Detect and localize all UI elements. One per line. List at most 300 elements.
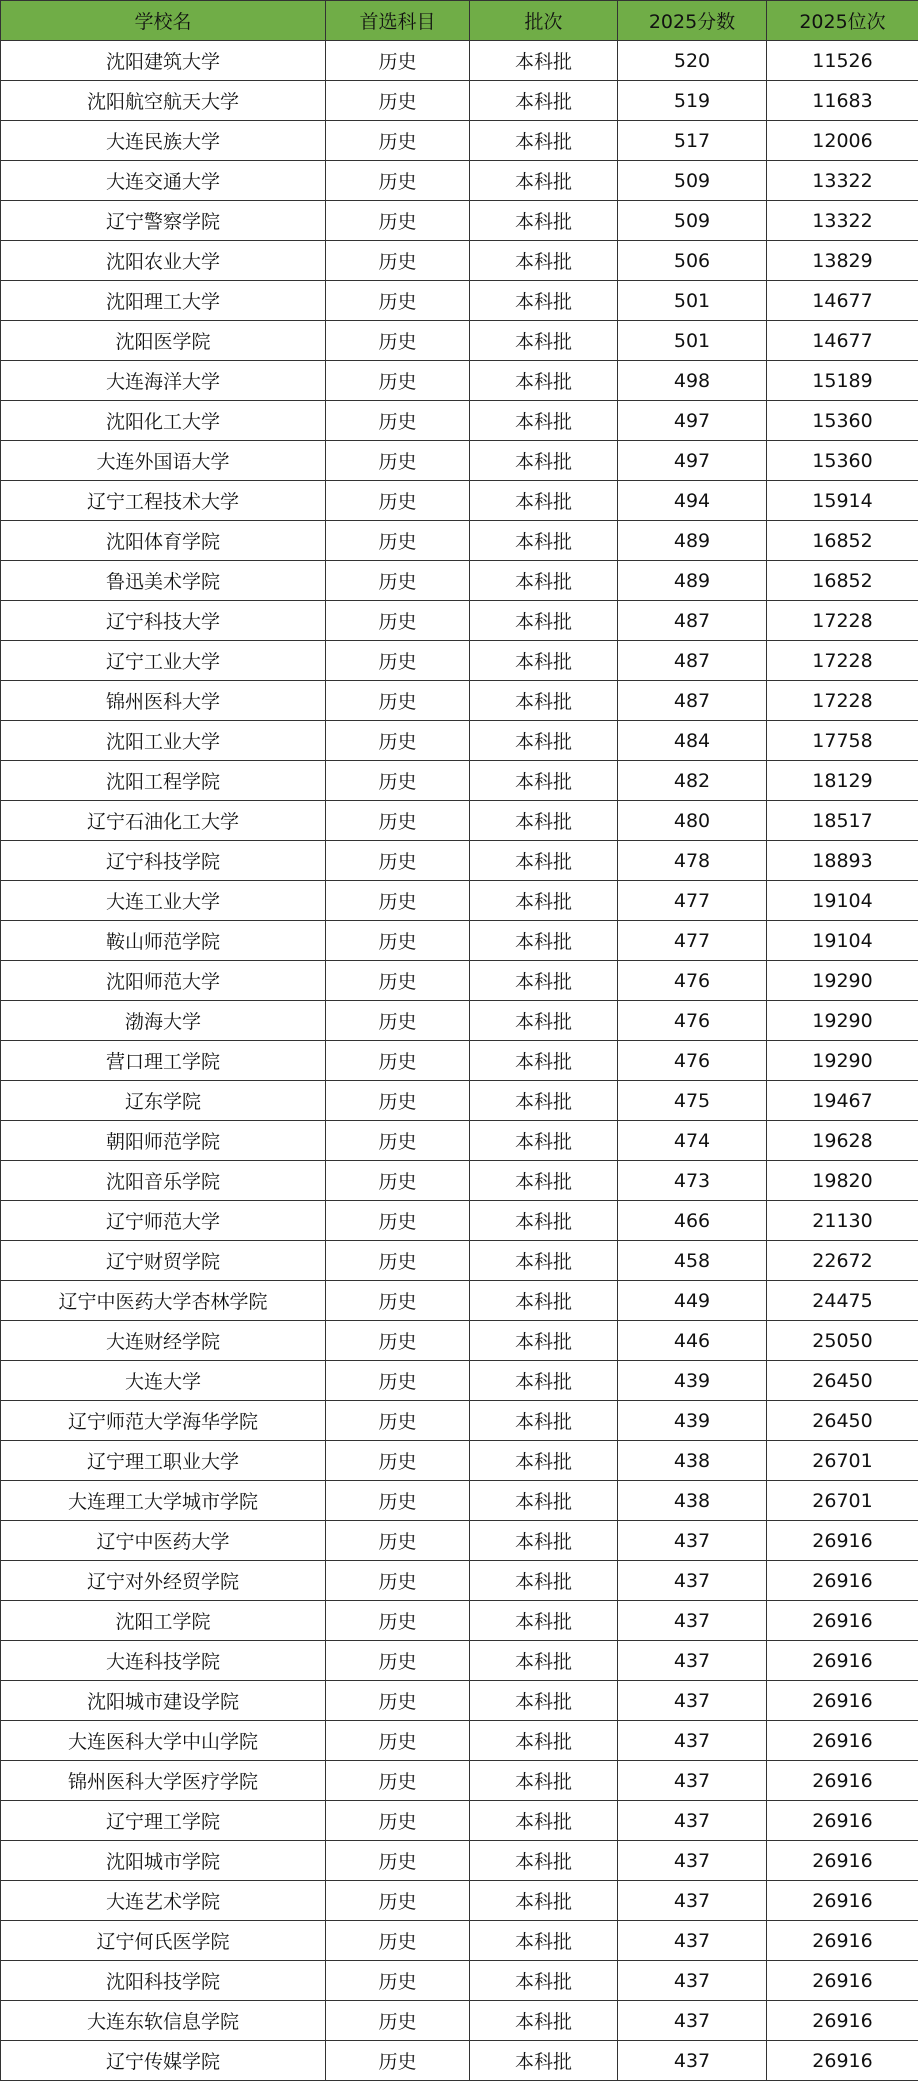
table-row bbox=[1, 761, 918, 801]
score-cell: 437 bbox=[618, 1521, 767, 1561]
table-row bbox=[1, 1681, 918, 1721]
batch-cell: 本科批 bbox=[470, 2001, 618, 2041]
rank-cell: 26916 bbox=[767, 1881, 918, 1921]
school-name-cell: 辽宁科技大学 bbox=[1, 601, 326, 641]
subject-cell: 历史 bbox=[326, 1881, 470, 1921]
table-row bbox=[1, 441, 918, 481]
table-row bbox=[1, 1041, 918, 1081]
score-cell: 437 bbox=[618, 1601, 767, 1641]
rank-cell: 13829 bbox=[767, 241, 918, 281]
batch-cell: 本科批 bbox=[470, 1161, 618, 1201]
score-cell: 506 bbox=[618, 241, 767, 281]
table-row bbox=[1, 1481, 918, 1521]
score-cell: 498 bbox=[618, 361, 767, 401]
table-row bbox=[1, 881, 918, 921]
score-cell: 497 bbox=[618, 401, 767, 441]
subject-cell: 历史 bbox=[326, 1321, 470, 1361]
table-row bbox=[1, 1121, 918, 1161]
school-name-cell: 沈阳工学院 bbox=[1, 1601, 326, 1641]
school-name-cell: 大连理工大学城市学院 bbox=[1, 1481, 326, 1521]
school-name-cell: 沈阳航空航天大学 bbox=[1, 81, 326, 121]
school-name-cell: 鞍山师范学院 bbox=[1, 921, 326, 961]
subject-cell: 历史 bbox=[326, 41, 470, 81]
table-row bbox=[1, 1321, 918, 1361]
rank-cell: 19467 bbox=[767, 1081, 918, 1121]
school-name-cell: 大连大学 bbox=[1, 1361, 326, 1401]
table-row bbox=[1, 521, 918, 561]
subject-cell: 历史 bbox=[326, 1601, 470, 1641]
score-cell: 489 bbox=[618, 561, 767, 601]
school-name-cell: 辽宁中医药大学杏林学院 bbox=[1, 1281, 326, 1321]
school-name-cell: 辽宁师范大学海华学院 bbox=[1, 1401, 326, 1441]
rank-cell: 17228 bbox=[767, 681, 918, 721]
batch-cell: 本科批 bbox=[470, 361, 618, 401]
subject-cell: 历史 bbox=[326, 361, 470, 401]
school-name-cell: 辽宁师范大学 bbox=[1, 1201, 326, 1241]
school-name-cell: 大连医科大学中山学院 bbox=[1, 1721, 326, 1761]
subject-cell: 历史 bbox=[326, 201, 470, 241]
school-name-cell: 沈阳城市学院 bbox=[1, 1841, 326, 1881]
subject-cell: 历史 bbox=[326, 1641, 470, 1681]
rank-cell: 18517 bbox=[767, 801, 918, 841]
school-name-cell: 朝阳师范学院 bbox=[1, 1121, 326, 1161]
batch-cell: 本科批 bbox=[470, 241, 618, 281]
school-name-cell: 大连民族大学 bbox=[1, 121, 326, 161]
score-cell: 489 bbox=[618, 521, 767, 561]
batch-cell: 本科批 bbox=[470, 921, 618, 961]
subject-cell: 历史 bbox=[326, 1761, 470, 1801]
subject-cell: 历史 bbox=[326, 1121, 470, 1161]
batch-cell: 本科批 bbox=[470, 1041, 618, 1081]
batch-cell: 本科批 bbox=[470, 1001, 618, 1041]
header-row bbox=[1, 1, 918, 41]
score-cell: 477 bbox=[618, 921, 767, 961]
table-row bbox=[1, 721, 918, 761]
rank-cell: 26916 bbox=[767, 1921, 918, 1961]
school-name-cell: 渤海大学 bbox=[1, 1001, 326, 1041]
school-name-cell: 沈阳音乐学院 bbox=[1, 1161, 326, 1201]
score-cell: 437 bbox=[618, 2001, 767, 2041]
score-cell: 437 bbox=[618, 1681, 767, 1721]
rank-cell: 11683 bbox=[767, 81, 918, 121]
rank-cell: 18129 bbox=[767, 761, 918, 801]
table-row bbox=[1, 1441, 918, 1481]
school-name-cell: 沈阳医学院 bbox=[1, 321, 326, 361]
score-cell: 437 bbox=[618, 1841, 767, 1881]
school-name-cell: 辽宁对外经贸学院 bbox=[1, 1561, 326, 1601]
subject-cell: 历史 bbox=[326, 881, 470, 921]
table-row bbox=[1, 161, 918, 201]
batch-cell: 本科批 bbox=[470, 521, 618, 561]
rank-cell: 18893 bbox=[767, 841, 918, 881]
score-cell: 480 bbox=[618, 801, 767, 841]
batch-cell: 本科批 bbox=[470, 281, 618, 321]
school-name-cell: 沈阳师范大学 bbox=[1, 961, 326, 1001]
rank-cell: 19104 bbox=[767, 921, 918, 961]
subject-cell: 历史 bbox=[326, 1041, 470, 1081]
subject-cell: 历史 bbox=[326, 241, 470, 281]
subject-cell: 历史 bbox=[326, 321, 470, 361]
score-cell: 446 bbox=[618, 1321, 767, 1361]
rank-cell: 15360 bbox=[767, 441, 918, 481]
batch-cell: 本科批 bbox=[470, 1081, 618, 1121]
batch-cell: 本科批 bbox=[470, 1481, 618, 1521]
subject-cell: 历史 bbox=[326, 1001, 470, 1041]
rank-cell: 15360 bbox=[767, 401, 918, 441]
column-header-rank: 2025位次 bbox=[767, 1, 918, 41]
score-cell: 509 bbox=[618, 161, 767, 201]
batch-cell: 本科批 bbox=[470, 881, 618, 921]
batch-cell: 本科批 bbox=[470, 2041, 618, 2081]
table-row bbox=[1, 1361, 918, 1401]
rank-cell: 26916 bbox=[767, 1721, 918, 1761]
batch-cell: 本科批 bbox=[470, 1601, 618, 1641]
rank-cell: 16852 bbox=[767, 561, 918, 601]
school-name-cell: 锦州医科大学医疗学院 bbox=[1, 1761, 326, 1801]
table-row bbox=[1, 1401, 918, 1441]
score-cell: 439 bbox=[618, 1401, 767, 1441]
rank-cell: 21130 bbox=[767, 1201, 918, 1241]
score-cell: 437 bbox=[618, 1881, 767, 1921]
subject-cell: 历史 bbox=[326, 1841, 470, 1881]
rank-cell: 17758 bbox=[767, 721, 918, 761]
table-row bbox=[1, 1201, 918, 1241]
rank-cell: 26916 bbox=[767, 1641, 918, 1681]
school-name-cell: 辽宁科技学院 bbox=[1, 841, 326, 881]
rank-cell: 22672 bbox=[767, 1241, 918, 1281]
batch-cell: 本科批 bbox=[470, 721, 618, 761]
batch-cell: 本科批 bbox=[470, 161, 618, 201]
column-header-school: 学校名 bbox=[1, 1, 326, 41]
subject-cell: 历史 bbox=[326, 2001, 470, 2041]
score-cell: 497 bbox=[618, 441, 767, 481]
table-row bbox=[1, 281, 918, 321]
rank-cell: 17228 bbox=[767, 641, 918, 681]
rank-cell: 19628 bbox=[767, 1121, 918, 1161]
rank-cell: 26916 bbox=[767, 2001, 918, 2041]
batch-cell: 本科批 bbox=[470, 1761, 618, 1801]
table-row bbox=[1, 241, 918, 281]
table-row bbox=[1, 1881, 918, 1921]
subject-cell: 历史 bbox=[326, 1681, 470, 1721]
batch-cell: 本科批 bbox=[470, 841, 618, 881]
score-cell: 439 bbox=[618, 1361, 767, 1401]
score-cell: 501 bbox=[618, 321, 767, 361]
school-name-cell: 辽宁工业大学 bbox=[1, 641, 326, 681]
subject-cell: 历史 bbox=[326, 1801, 470, 1841]
score-cell: 437 bbox=[618, 1641, 767, 1681]
score-cell: 438 bbox=[618, 1481, 767, 1521]
school-name-cell: 沈阳建筑大学 bbox=[1, 41, 326, 81]
table-row bbox=[1, 1561, 918, 1601]
subject-cell: 历史 bbox=[326, 1201, 470, 1241]
school-name-cell: 沈阳工程学院 bbox=[1, 761, 326, 801]
batch-cell: 本科批 bbox=[470, 481, 618, 521]
subject-cell: 历史 bbox=[326, 761, 470, 801]
subject-cell: 历史 bbox=[326, 801, 470, 841]
rank-cell: 26916 bbox=[767, 1601, 918, 1641]
table-row bbox=[1, 361, 918, 401]
score-cell: 438 bbox=[618, 1441, 767, 1481]
rank-cell: 26916 bbox=[767, 1761, 918, 1801]
table-row bbox=[1, 201, 918, 241]
school-name-cell: 营口理工学院 bbox=[1, 1041, 326, 1081]
rank-cell: 12006 bbox=[767, 121, 918, 161]
batch-cell: 本科批 bbox=[470, 1281, 618, 1321]
rank-cell: 15914 bbox=[767, 481, 918, 521]
subject-cell: 历史 bbox=[326, 1561, 470, 1601]
subject-cell: 历史 bbox=[326, 1281, 470, 1321]
batch-cell: 本科批 bbox=[470, 1321, 618, 1361]
school-name-cell: 辽东学院 bbox=[1, 1081, 326, 1121]
rank-cell: 25050 bbox=[767, 1321, 918, 1361]
batch-cell: 本科批 bbox=[470, 801, 618, 841]
subject-cell: 历史 bbox=[326, 961, 470, 1001]
rank-cell: 26916 bbox=[767, 1961, 918, 2001]
subject-cell: 历史 bbox=[326, 481, 470, 521]
score-cell: 437 bbox=[618, 2041, 767, 2081]
rank-cell: 13322 bbox=[767, 161, 918, 201]
batch-cell: 本科批 bbox=[470, 1961, 618, 2001]
subject-cell: 历史 bbox=[326, 841, 470, 881]
batch-cell: 本科批 bbox=[470, 41, 618, 81]
subject-cell: 历史 bbox=[326, 521, 470, 561]
table-row bbox=[1, 121, 918, 161]
rank-cell: 26916 bbox=[767, 1521, 918, 1561]
rank-cell: 26916 bbox=[767, 1841, 918, 1881]
table-row bbox=[1, 2041, 918, 2081]
school-name-cell: 沈阳理工大学 bbox=[1, 281, 326, 321]
batch-cell: 本科批 bbox=[470, 641, 618, 681]
batch-cell: 本科批 bbox=[470, 1201, 618, 1241]
batch-cell: 本科批 bbox=[470, 681, 618, 721]
school-name-cell: 大连艺术学院 bbox=[1, 1881, 326, 1921]
school-name-cell: 锦州医科大学 bbox=[1, 681, 326, 721]
school-name-cell: 沈阳化工大学 bbox=[1, 401, 326, 441]
score-cell: 520 bbox=[618, 41, 767, 81]
school-name-cell: 辽宁何氏医学院 bbox=[1, 1921, 326, 1961]
table-header bbox=[1, 1, 918, 41]
score-cell: 501 bbox=[618, 281, 767, 321]
batch-cell: 本科批 bbox=[470, 961, 618, 1001]
subject-cell: 历史 bbox=[326, 401, 470, 441]
batch-cell: 本科批 bbox=[470, 1121, 618, 1161]
school-name-cell: 辽宁理工学院 bbox=[1, 1801, 326, 1841]
table-row bbox=[1, 1761, 918, 1801]
score-cell: 484 bbox=[618, 721, 767, 761]
rank-cell: 24475 bbox=[767, 1281, 918, 1321]
table-row bbox=[1, 401, 918, 441]
table-row bbox=[1, 1801, 918, 1841]
subject-cell: 历史 bbox=[326, 1241, 470, 1281]
subject-cell: 历史 bbox=[326, 441, 470, 481]
table-row bbox=[1, 1601, 918, 1641]
school-name-cell: 辽宁理工职业大学 bbox=[1, 1441, 326, 1481]
subject-cell: 历史 bbox=[326, 1361, 470, 1401]
score-cell: 478 bbox=[618, 841, 767, 881]
score-cell: 476 bbox=[618, 961, 767, 1001]
batch-cell: 本科批 bbox=[470, 561, 618, 601]
school-name-cell: 辽宁工程技术大学 bbox=[1, 481, 326, 521]
table-row bbox=[1, 921, 918, 961]
rank-cell: 26916 bbox=[767, 1561, 918, 1601]
school-name-cell: 大连工业大学 bbox=[1, 881, 326, 921]
rank-cell: 15189 bbox=[767, 361, 918, 401]
table-row bbox=[1, 1081, 918, 1121]
batch-cell: 本科批 bbox=[470, 441, 618, 481]
school-name-cell: 大连交通大学 bbox=[1, 161, 326, 201]
score-cell: 477 bbox=[618, 881, 767, 921]
column-header-batch: 批次 bbox=[470, 1, 618, 41]
rank-cell: 19290 bbox=[767, 1001, 918, 1041]
score-cell: 487 bbox=[618, 641, 767, 681]
batch-cell: 本科批 bbox=[470, 1401, 618, 1441]
subject-cell: 历史 bbox=[326, 601, 470, 641]
subject-cell: 历史 bbox=[326, 1441, 470, 1481]
score-cell: 449 bbox=[618, 1281, 767, 1321]
batch-cell: 本科批 bbox=[470, 401, 618, 441]
score-cell: 437 bbox=[618, 1961, 767, 2001]
score-cell: 437 bbox=[618, 1721, 767, 1761]
rank-cell: 19290 bbox=[767, 1041, 918, 1081]
batch-cell: 本科批 bbox=[470, 1241, 618, 1281]
table-row bbox=[1, 1961, 918, 2001]
column-header-subject: 首选科目 bbox=[326, 1, 470, 41]
school-name-cell: 大连科技学院 bbox=[1, 1641, 326, 1681]
batch-cell: 本科批 bbox=[470, 1641, 618, 1681]
subject-cell: 历史 bbox=[326, 2041, 470, 2081]
table-row bbox=[1, 1841, 918, 1881]
rank-cell: 14677 bbox=[767, 281, 918, 321]
batch-cell: 本科批 bbox=[470, 1881, 618, 1921]
score-cell: 437 bbox=[618, 1761, 767, 1801]
school-name-cell: 沈阳科技学院 bbox=[1, 1961, 326, 2001]
score-cell: 487 bbox=[618, 681, 767, 721]
table-row bbox=[1, 601, 918, 641]
table-row bbox=[1, 1921, 918, 1961]
rank-cell: 11526 bbox=[767, 41, 918, 81]
school-name-cell: 大连财经学院 bbox=[1, 1321, 326, 1361]
school-name-cell: 沈阳农业大学 bbox=[1, 241, 326, 281]
rank-cell: 17228 bbox=[767, 601, 918, 641]
rank-cell: 26450 bbox=[767, 1401, 918, 1441]
table-row bbox=[1, 1161, 918, 1201]
batch-cell: 本科批 bbox=[470, 321, 618, 361]
batch-cell: 本科批 bbox=[470, 1721, 618, 1761]
batch-cell: 本科批 bbox=[470, 1681, 618, 1721]
table-row bbox=[1, 681, 918, 721]
rank-cell: 19820 bbox=[767, 1161, 918, 1201]
score-cell: 473 bbox=[618, 1161, 767, 1201]
table-row bbox=[1, 561, 918, 601]
school-name-cell: 辽宁警察学院 bbox=[1, 201, 326, 241]
rank-cell: 26701 bbox=[767, 1441, 918, 1481]
subject-cell: 历史 bbox=[326, 1961, 470, 2001]
score-cell: 482 bbox=[618, 761, 767, 801]
rank-cell: 14677 bbox=[767, 321, 918, 361]
score-cell: 519 bbox=[618, 81, 767, 121]
table-row bbox=[1, 321, 918, 361]
rank-cell: 19104 bbox=[767, 881, 918, 921]
batch-cell: 本科批 bbox=[470, 1521, 618, 1561]
school-name-cell: 大连外国语大学 bbox=[1, 441, 326, 481]
school-name-cell: 沈阳城市建设学院 bbox=[1, 1681, 326, 1721]
table-row bbox=[1, 1281, 918, 1321]
score-cell: 509 bbox=[618, 201, 767, 241]
batch-cell: 本科批 bbox=[470, 1441, 618, 1481]
table-row bbox=[1, 41, 918, 81]
column-header-score: 2025分数 bbox=[618, 1, 767, 41]
subject-cell: 历史 bbox=[326, 1161, 470, 1201]
rank-cell: 26450 bbox=[767, 1361, 918, 1401]
subject-cell: 历史 bbox=[326, 1921, 470, 1961]
school-name-cell: 大连海洋大学 bbox=[1, 361, 326, 401]
batch-cell: 本科批 bbox=[470, 601, 618, 641]
table-row bbox=[1, 841, 918, 881]
rank-cell: 26916 bbox=[767, 2041, 918, 2081]
rank-cell: 13322 bbox=[767, 201, 918, 241]
subject-cell: 历史 bbox=[326, 1081, 470, 1121]
batch-cell: 本科批 bbox=[470, 1801, 618, 1841]
school-name-cell: 辽宁石油化工大学 bbox=[1, 801, 326, 841]
school-name-cell: 辽宁传媒学院 bbox=[1, 2041, 326, 2081]
score-cell: 487 bbox=[618, 601, 767, 641]
table-row bbox=[1, 1641, 918, 1681]
subject-cell: 历史 bbox=[326, 641, 470, 681]
school-name-cell: 鲁迅美术学院 bbox=[1, 561, 326, 601]
score-cell: 437 bbox=[618, 1801, 767, 1841]
batch-cell: 本科批 bbox=[470, 81, 618, 121]
table-body bbox=[1, 41, 918, 2081]
school-name-cell: 沈阳工业大学 bbox=[1, 721, 326, 761]
subject-cell: 历史 bbox=[326, 281, 470, 321]
batch-cell: 本科批 bbox=[470, 1361, 618, 1401]
score-cell: 437 bbox=[618, 1561, 767, 1601]
subject-cell: 历史 bbox=[326, 1521, 470, 1561]
table-row bbox=[1, 1521, 918, 1561]
table-row bbox=[1, 1001, 918, 1041]
score-cell: 494 bbox=[618, 481, 767, 521]
rank-cell: 26916 bbox=[767, 1681, 918, 1721]
table-row bbox=[1, 1241, 918, 1281]
table-row bbox=[1, 81, 918, 121]
subject-cell: 历史 bbox=[326, 1481, 470, 1521]
subject-cell: 历史 bbox=[326, 561, 470, 601]
rank-cell: 26916 bbox=[767, 1801, 918, 1841]
score-cell: 474 bbox=[618, 1121, 767, 1161]
table-row bbox=[1, 481, 918, 521]
school-name-cell: 辽宁中医药大学 bbox=[1, 1521, 326, 1561]
subject-cell: 历史 bbox=[326, 1401, 470, 1441]
rank-cell: 19290 bbox=[767, 961, 918, 1001]
score-cell: 476 bbox=[618, 1001, 767, 1041]
batch-cell: 本科批 bbox=[470, 201, 618, 241]
table-row bbox=[1, 801, 918, 841]
table-row bbox=[1, 961, 918, 1001]
score-cell: 476 bbox=[618, 1041, 767, 1081]
batch-cell: 本科批 bbox=[470, 1921, 618, 1961]
batch-cell: 本科批 bbox=[470, 121, 618, 161]
subject-cell: 历史 bbox=[326, 161, 470, 201]
subject-cell: 历史 bbox=[326, 1721, 470, 1761]
subject-cell: 历史 bbox=[326, 81, 470, 121]
table-row bbox=[1, 641, 918, 681]
subject-cell: 历史 bbox=[326, 721, 470, 761]
table-row bbox=[1, 2001, 918, 2041]
rank-cell: 16852 bbox=[767, 521, 918, 561]
score-cell: 466 bbox=[618, 1201, 767, 1241]
subject-cell: 历史 bbox=[326, 121, 470, 161]
